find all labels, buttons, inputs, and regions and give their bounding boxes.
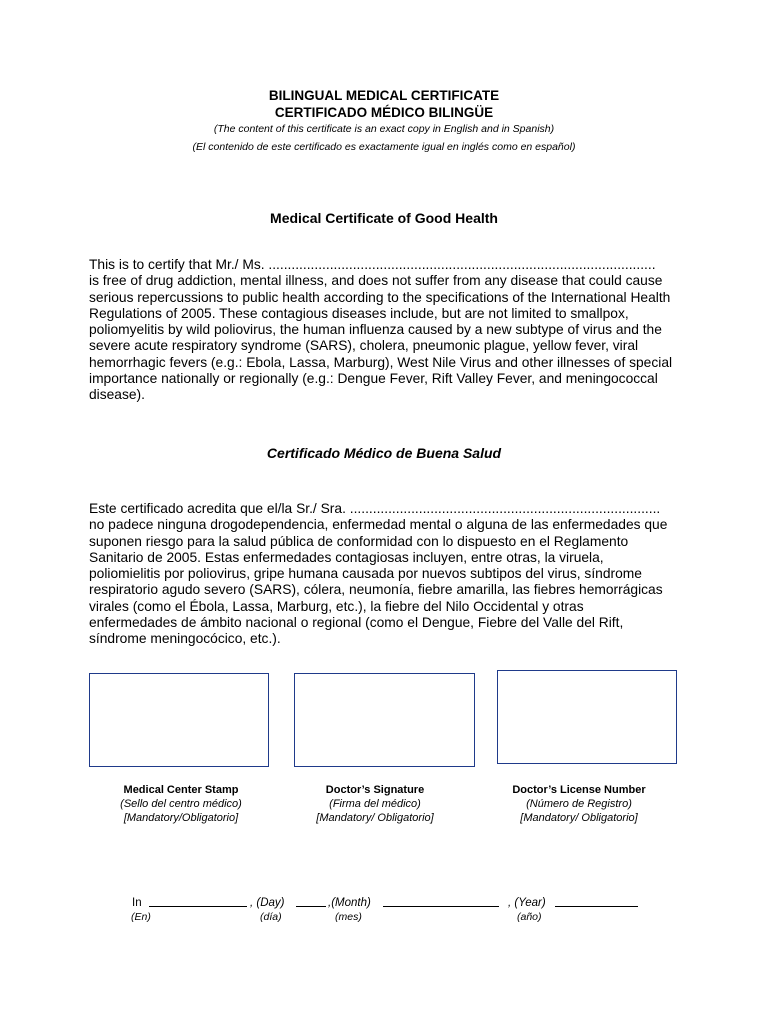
english-line: is free of drug addiction, mental illness, and does not suffer from any disease that could cause <box>89 273 663 289</box>
english-heading: Medical Certificate of Good Health <box>270 210 498 226</box>
place-line[interactable] <box>149 906 247 907</box>
license-caption-subtitle: (Número de Registro) <box>526 798 632 810</box>
english-line: Regulations of 2005. These contagious diseases include, but are not limited to smallpox, <box>89 305 629 321</box>
spanish-line: respiratorio agudo severo (SARS), cólera, neumonía, fiebre amarilla, las fiebres hemorrágicas <box>89 582 663 598</box>
english-line: serious repercussions to public health according to the specifications of the International Health <box>89 289 671 305</box>
month-es-label: (mes) <box>335 911 362 923</box>
spanish-paragraph <box>89 501 678 648</box>
in-es-label: (En) <box>131 911 151 923</box>
spanish-line: no padece ninguna drogodependencia, enfermedad mental o alguna de las enfermedades que <box>89 517 668 533</box>
spanish-line: Este certificado acredita que el/la Sr./ Sra. ................................................................................. <box>89 501 661 516</box>
english-line: importance nationally or regionally (e.g.: Dengue Fever, Rift Valley Fever, and meningococcal <box>89 371 658 387</box>
english-line: severe acute respiratory syndrome (SARS), cholera, pneumonic plague, yellow fever, viral <box>89 338 639 354</box>
license-caption-title: Doctor’s License Number <box>512 784 646 796</box>
spanish-line: poliomielitis por poliovirus, gripe humana causada por nuevos subtipos del virus, síndrome <box>89 566 642 582</box>
english-line: This is to certify that Mr./ Ms. ..................................................................................................... <box>89 257 656 272</box>
signature-caption-title: Doctor’s Signature <box>325 784 425 796</box>
year-label: , (Year) <box>508 897 546 909</box>
note-english: (The content of this certificate is an exact copy in English and in Spanish) <box>213 123 555 135</box>
license-caption <box>480 783 678 825</box>
note-spanish: (El contenido de este certificado es exactamente igual en inglés como en español) <box>192 141 576 153</box>
month-line[interactable] <box>383 906 499 907</box>
spanish-line: virales (como el Ébola, Lassa, Marburg, etc.), la fiebre del Nilo Occidental y otras <box>89 598 584 614</box>
doctor-license-box[interactable] <box>497 670 677 764</box>
spanish-line: enfermedades de ámbito nacional o regional (como el Dengue, Fiebre del Valle del Rift, <box>89 615 624 631</box>
year-line[interactable] <box>555 906 638 907</box>
spanish-line: suponen riesgo para la salud pública de conformidad con lo dispuesto en el Reglamento <box>89 533 629 549</box>
month-label: ,(Month) <box>328 897 371 909</box>
title-english: BILINGUAL MEDICAL CERTIFICATE <box>268 88 500 103</box>
signature-caption-subtitle: (Firma del médico) <box>329 798 421 810</box>
title-spanish: CERTIFICADO MÉDICO BILINGÜE <box>274 105 494 120</box>
english-line: poliomyelitis by wild poliovirus, the human influenza caused by a new subtype of virus and the <box>89 322 662 338</box>
stamp-caption-title: Medical Center Stamp <box>123 784 239 796</box>
in-label: In <box>132 897 142 909</box>
english-line: hemorrhagic fevers (e.g.: Ebola, Lassa, Marburg), West Nile Virus and other illnesses of special <box>89 354 673 370</box>
day-es-label: (día) <box>260 911 282 923</box>
signature-caption <box>282 783 468 825</box>
stamp-caption-subtitle: (Sello del centro médico) <box>120 798 242 810</box>
english-paragraph <box>89 257 678 404</box>
doctor-signature-box[interactable] <box>294 673 475 767</box>
medical-center-stamp-box[interactable] <box>89 673 269 767</box>
english-line: disease). <box>89 387 145 403</box>
spanish-line: Sanitario de 2005. Estas enfermedades contagiosas incluyen, entre otras, la viruela, <box>89 549 604 565</box>
signature-caption-note: [Mandatory/ Obligatorio] <box>316 812 434 824</box>
year-es-label: (año) <box>517 911 542 923</box>
stamp-caption-note: [Mandatory/Obligatorio] <box>123 812 239 824</box>
day-label: , (Day) <box>250 897 285 909</box>
stamp-caption <box>89 783 273 825</box>
spanish-heading: Certificado Médico de Buena Salud <box>266 445 502 461</box>
license-caption-note: [Mandatory/ Obligatorio] <box>520 812 638 824</box>
day-line[interactable] <box>296 906 326 907</box>
spanish-line: síndrome meningocócico, etc.). <box>89 631 281 647</box>
